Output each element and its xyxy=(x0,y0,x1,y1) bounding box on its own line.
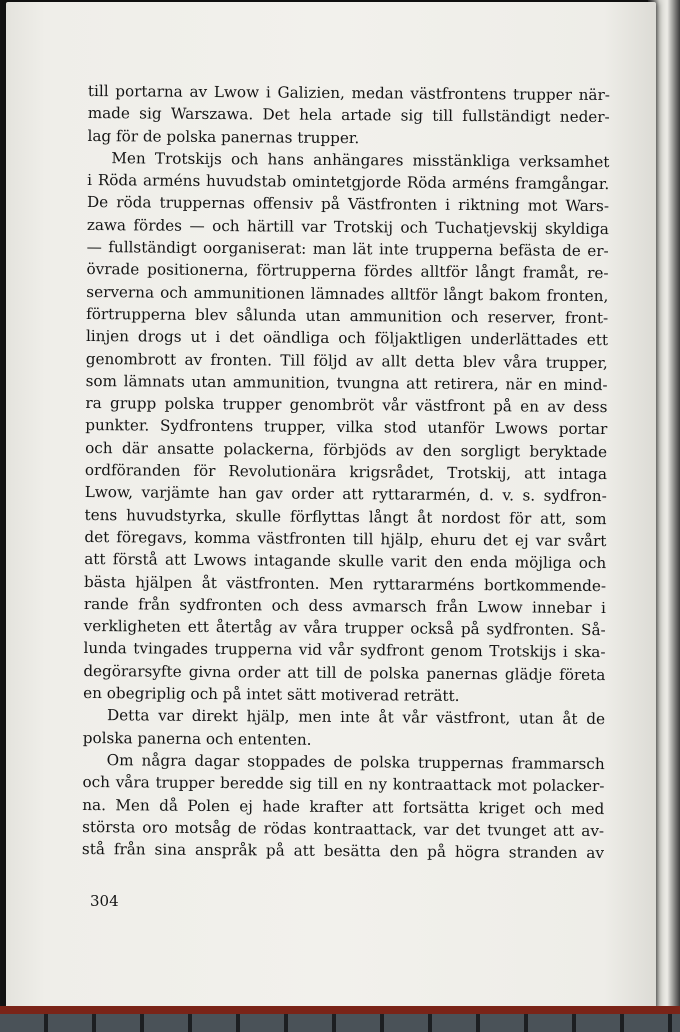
text-line: polska panerna och ententen. xyxy=(82,728,312,749)
text-line: tens huvudstyrka, skulle förflyttas långt åt nordost för att, som xyxy=(84,505,607,528)
text-line: bästa hjälpen åt västfronten. Men ryttararméns bortkommende- xyxy=(83,572,607,595)
text-line: De röda truppernas offensiv på Västfronten i riktning mot Wars- xyxy=(86,193,610,216)
text-line: som lämnats utan ammunition, tvungna att retirera, när en mind- xyxy=(85,371,608,394)
text-line: verkligheten ett återtåg av våra trupper också på sydfronten. Så- xyxy=(83,617,606,640)
body-text xyxy=(82,80,610,864)
text-line: en obegriplig och på intet sätt motiverad reträtt. xyxy=(83,683,460,705)
text-line: zawa fördes — och härtill var Trotskij och Tuchatjevskij skyldiga xyxy=(86,215,609,238)
text-line: ordföranden för Revolutionära krigsrådet, Trotskij, att intaga xyxy=(84,461,607,484)
text-line: Detta var direkt hjälp, men inte åt vår västfront, utan åt de xyxy=(106,706,606,729)
text-line: i Röda arméns huvudstab omintetgjorde Röda arméns framgångar. xyxy=(87,171,610,194)
text-line: till portarna av Lwow i Galizien, medan västfrontens trupper när- xyxy=(87,81,610,105)
text-line: — fullständigt oorganiserat: man lät inte trupperna befästa de er- xyxy=(86,238,609,261)
book-page xyxy=(6,2,656,1010)
text-line: genombrott av fronten. Till följd av allt detta blev våra trupper, xyxy=(85,349,608,372)
text-line: rande från sydfronten och dess avmarsch från Lwow innebar i xyxy=(83,594,606,617)
text-line: och våra trupper beredde sig till en ny kontraattack mot polacker- xyxy=(82,773,605,796)
scale-ruler xyxy=(0,1014,680,1032)
text-line: lunda tvingades trupperna vid vår sydfront genom Trotskijs i ska- xyxy=(83,639,606,662)
text-line: na. Men då Polen ej hade krafter att fortsätta kriget och med xyxy=(82,795,605,818)
text-line: att förstå att Lwows intagande skulle varit den enda möjliga och xyxy=(84,550,607,573)
text-line: made sig Warszawa. Det hela artade sig till fullständigt neder- xyxy=(87,104,610,127)
text-line: linjen drogs ut i det oändliga och följaktligen underlättades ett xyxy=(85,327,609,350)
book-cover-edge xyxy=(0,1006,680,1014)
text-line: ra grupp polska trupper genombröt vår västfront på en av dess xyxy=(85,394,608,417)
text-line: punkter. Sydfrontens trupper, vilka stod utanför Lwows portar xyxy=(85,416,608,439)
text-line: övrade positionerna, förtrupperna fördes alltför långt framåt, re- xyxy=(86,260,609,283)
text-line: förtrupperna blev sålunda utan ammunition och reserver, front- xyxy=(86,304,609,328)
text-line: degörarsyfte givna order att till de polska panernas glädje företa xyxy=(83,661,606,684)
text-line: största oro motsåg de rödas kontraattack, var det tvunget att av- xyxy=(82,817,605,840)
page-number: 304 xyxy=(90,892,119,910)
text-line: lag för de polska panernas trupper. xyxy=(87,126,360,147)
text-line: Men Trotskijs och hans anhängares misstänkliga verksamhet xyxy=(111,149,610,171)
text-line: det föregavs, komma västfronten till hjälp, ehuru det ej var svårt xyxy=(84,527,607,551)
text-line: stå från sina anspråk på att besätta den på högra stranden av xyxy=(81,840,605,863)
text-line: Om några dagar stoppades de polska truppernas frammarsch xyxy=(106,751,605,773)
text-line: Lwow, varjämte han gav order att ryttararmén, d. v. s. sydfron- xyxy=(84,483,607,506)
text-line: serverna och ammunitionen lämnades alltför långt bakom fronten, xyxy=(86,282,609,305)
text-line: och där ansatte polackerna, förbjöds av den sorgligt beryktade xyxy=(85,438,608,461)
